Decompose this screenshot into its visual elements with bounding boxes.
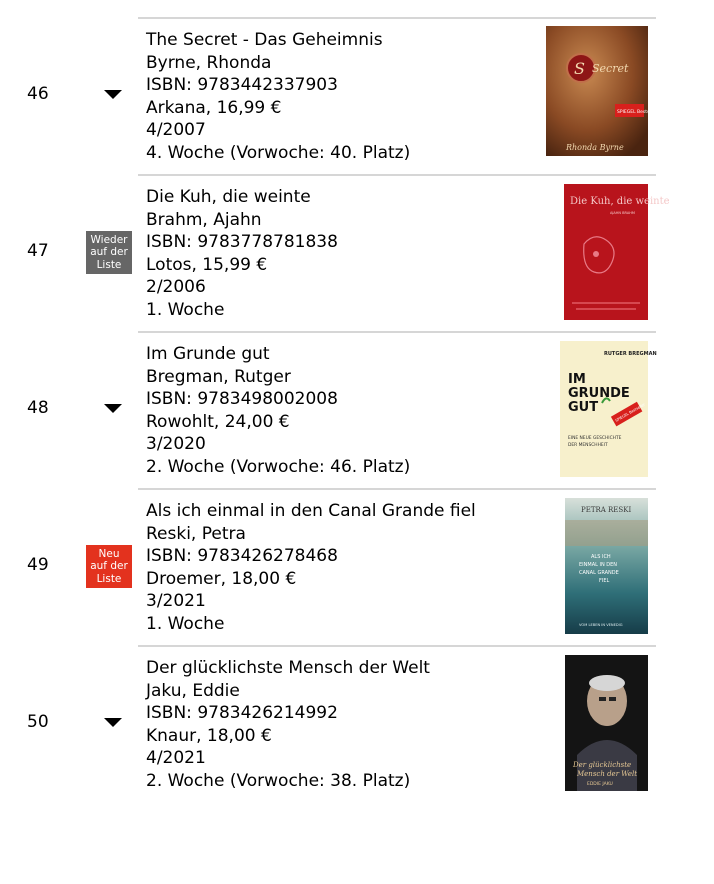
book-isbn: ISBN: 9783442337903 <box>146 75 338 96</box>
book-isbn: ISBN: 9783426278468 <box>146 546 338 567</box>
book-title[interactable]: Als ich einmal in den Canal Grande fiel <box>146 501 476 521</box>
book-publisher-price: Arkana, 16,99 € <box>146 97 282 118</box>
row-divider <box>138 17 656 19</box>
cover-title-line2: Mensch der Welt <box>577 770 638 778</box>
cover-title-line1: Der glücklichste <box>573 761 632 769</box>
cover-author-text: EDDIE JAKU <box>587 782 613 787</box>
cover-title-line1: IM <box>568 372 586 387</box>
book-weeks: 2. Woche (Vorwoche: 46. Platz) <box>146 456 411 477</box>
svg-text:S: S <box>574 59 585 78</box>
book-cover[interactable] <box>560 341 657 477</box>
rank-number: 47 <box>27 241 49 261</box>
cover-sticker: SPIEGEL Bestseller <box>617 110 660 115</box>
book-weeks: 1. Woche <box>146 613 225 634</box>
cover-title-line2: GRUNDE <box>568 386 630 401</box>
bestseller-list <box>0 17 714 802</box>
cover-author-text: Rhonda Byrne <box>566 143 624 152</box>
trend-down-icon <box>104 718 122 727</box>
cover-sub-line2: DER MENSCHHEIT <box>568 443 608 448</box>
book-date: 3/2020 <box>146 434 206 455</box>
list-item[interactable] <box>0 331 714 488</box>
book-date: 3/2021 <box>146 591 206 612</box>
cover-author-text: PETRA RESKI <box>581 506 632 514</box>
back-on-list-badge: Wieder auf der Liste <box>86 231 132 274</box>
book-cover[interactable] <box>546 26 660 156</box>
rank-number: 46 <box>27 84 49 104</box>
list-item[interactable] <box>0 17 714 174</box>
trend-down-icon <box>104 90 122 99</box>
row-divider <box>138 488 656 490</box>
new-on-list-badge: Neu auf der Liste <box>86 545 132 588</box>
book-title[interactable]: The Secret - Das Geheimnis <box>146 30 383 50</box>
book-title[interactable]: Die Kuh, die weinte <box>146 187 311 207</box>
book-info <box>146 186 338 322</box>
book-publisher-price: Droemer, 18,00 € <box>146 568 297 589</box>
book-weeks: 1. Woche <box>146 299 225 320</box>
book-date: 4/2007 <box>146 120 206 141</box>
list-item[interactable] <box>0 174 714 331</box>
list-item[interactable] <box>0 645 714 802</box>
book-weeks: 2. Woche (Vorwoche: 38. Platz) <box>146 770 411 791</box>
book-isbn: ISBN: 9783778781838 <box>146 232 338 253</box>
book-title[interactable]: Der glücklichste Mensch der Welt <box>146 658 430 678</box>
book-author: Reski, Petra <box>146 523 246 544</box>
cover-title-line4: FIEL <box>599 578 610 584</box>
cover-title-line2: EINMAL IN DEN <box>579 562 618 568</box>
book-info <box>146 343 410 479</box>
book-date: 2/2006 <box>146 277 206 298</box>
row-divider <box>138 174 656 176</box>
book-author: Byrne, Rhonda <box>146 52 272 73</box>
cover-title-line3: CANAL GRANDE <box>579 570 619 576</box>
cover-sticker: SPIEGEL Bestseller <box>614 402 646 423</box>
cover-sub-line1: VOM LEBEN IN VENEDIG <box>579 623 623 627</box>
book-cover[interactable] <box>564 184 670 320</box>
book-publisher-price: Knaur, 18,00 € <box>146 725 272 746</box>
row-divider <box>138 645 656 647</box>
cover-author-text: RUTGER BREGMAN <box>604 351 657 357</box>
trend-down-icon <box>104 404 122 413</box>
cover-author-text: AJAHN BRAHM <box>610 211 635 215</box>
cover-title-text: Secret <box>592 62 629 75</box>
row-divider <box>138 331 656 333</box>
cover-title-line3: GUT <box>568 400 599 415</box>
book-isbn: ISBN: 9783426214992 <box>146 703 338 724</box>
rank-number: 49 <box>27 555 49 575</box>
rank-number: 48 <box>27 398 49 418</box>
list-item[interactable] <box>0 488 714 645</box>
book-author: Bregman, Rutger <box>146 366 291 387</box>
book-isbn: ISBN: 9783498002008 <box>146 389 338 410</box>
book-weeks: 4. Woche (Vorwoche: 40. Platz) <box>146 142 411 163</box>
book-info <box>146 657 430 793</box>
book-author: Brahm, Ajahn <box>146 209 262 230</box>
cover-title-text: Die Kuh, die weinte <box>570 196 670 207</box>
book-date: 4/2021 <box>146 748 206 769</box>
cover-title-line1: ALS ICH <box>591 554 611 560</box>
book-publisher-price: Rowohlt, 24,00 € <box>146 411 290 432</box>
rank-number: 50 <box>27 712 49 732</box>
book-cover[interactable] <box>565 655 648 791</box>
book-info <box>146 29 410 165</box>
book-author: Jaku, Eddie <box>146 680 240 701</box>
book-cover[interactable] <box>565 498 648 634</box>
book-title[interactable]: Im Grunde gut <box>146 344 270 364</box>
cover-sub-line1: EINE NEUE GESCHICHTE <box>568 436 622 441</box>
book-publisher-price: Lotos, 15,99 € <box>146 254 268 275</box>
book-info <box>146 500 476 636</box>
